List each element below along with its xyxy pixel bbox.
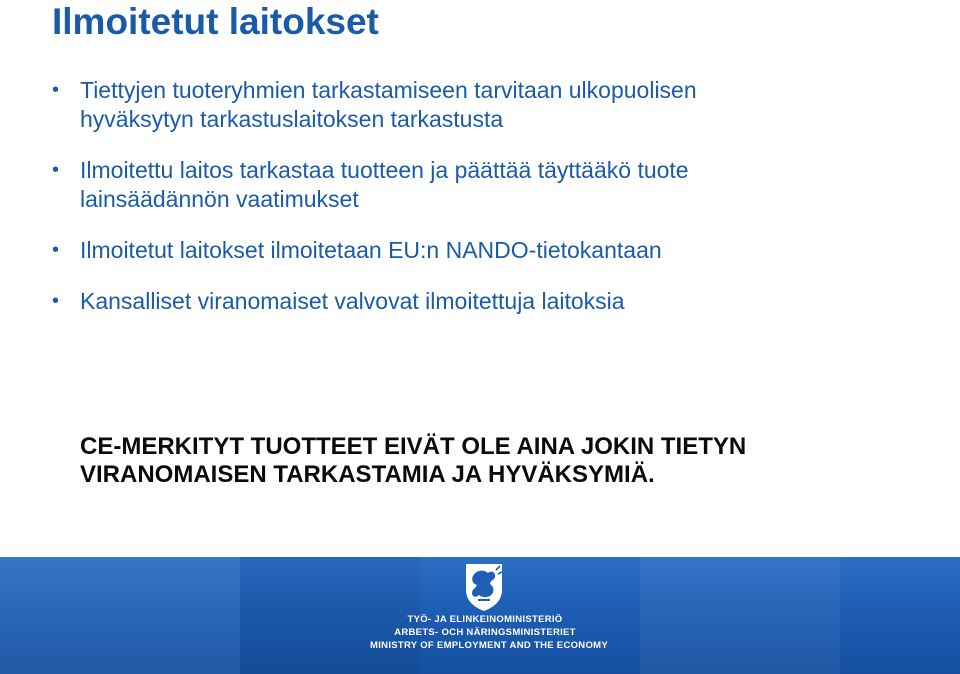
bullet-item: [52, 76, 912, 134]
ministry-name-sv: ARBETS- OCH NÄRINGSMINISTERIET: [394, 627, 576, 638]
bullet-line: Kansalliset viranomaiset valvovat ilmoitettuja laitoksia: [80, 288, 625, 314]
bullet-line: Ilmoitetut laitokset ilmoitetaan EU:n NANDO-tietokantaan: [80, 237, 662, 263]
bullet-item: [52, 236, 912, 265]
band-stripe: [640, 557, 840, 674]
ministry-name-en: MINISTRY OF EMPLOYMENT AND THE ECONOMY: [370, 640, 608, 651]
bullet-line: Ilmoitettu laitos tarkastaa tuotteen ja päättää täyttääkö tuote: [80, 157, 689, 183]
ce-notice-line: CE-MERKITYT TUOTTEET EIVÄT OLE AINA JOKIN TIETYN: [80, 433, 747, 460]
bullet-dot-icon: •: [52, 79, 60, 101]
bullet-dot-icon: •: [52, 239, 60, 261]
slide-title: Ilmoitetut laitokset: [52, 1, 379, 42]
bullet-list: [52, 76, 912, 338]
bullet-dot-icon: •: [52, 159, 60, 181]
ministry-name-fi: TYÖ- JA ELINKEINOMINISTERIÖ: [407, 614, 563, 625]
bullet-line: hyväksytyn tarkastuslaitoksen tarkastusta: [80, 106, 504, 132]
ce-notice: [80, 433, 920, 489]
bullet-item: [52, 287, 912, 316]
ministry-logo: [370, 560, 608, 672]
lion-crest-icon: [460, 560, 508, 612]
bullet-line: Tiettyjen tuoteryhmien tarkastamiseen tarvitaan ulkopuolisen: [80, 77, 697, 103]
bullet-line: lainsäädännön vaatimukset: [80, 186, 359, 212]
ce-notice-line: VIRANOMAISEN TARKASTAMIA JA HYVÄKSYMIÄ.: [80, 461, 655, 488]
band-stripe: [0, 557, 240, 674]
bullet-dot-icon: •: [52, 290, 60, 312]
bullet-item: [52, 156, 912, 214]
